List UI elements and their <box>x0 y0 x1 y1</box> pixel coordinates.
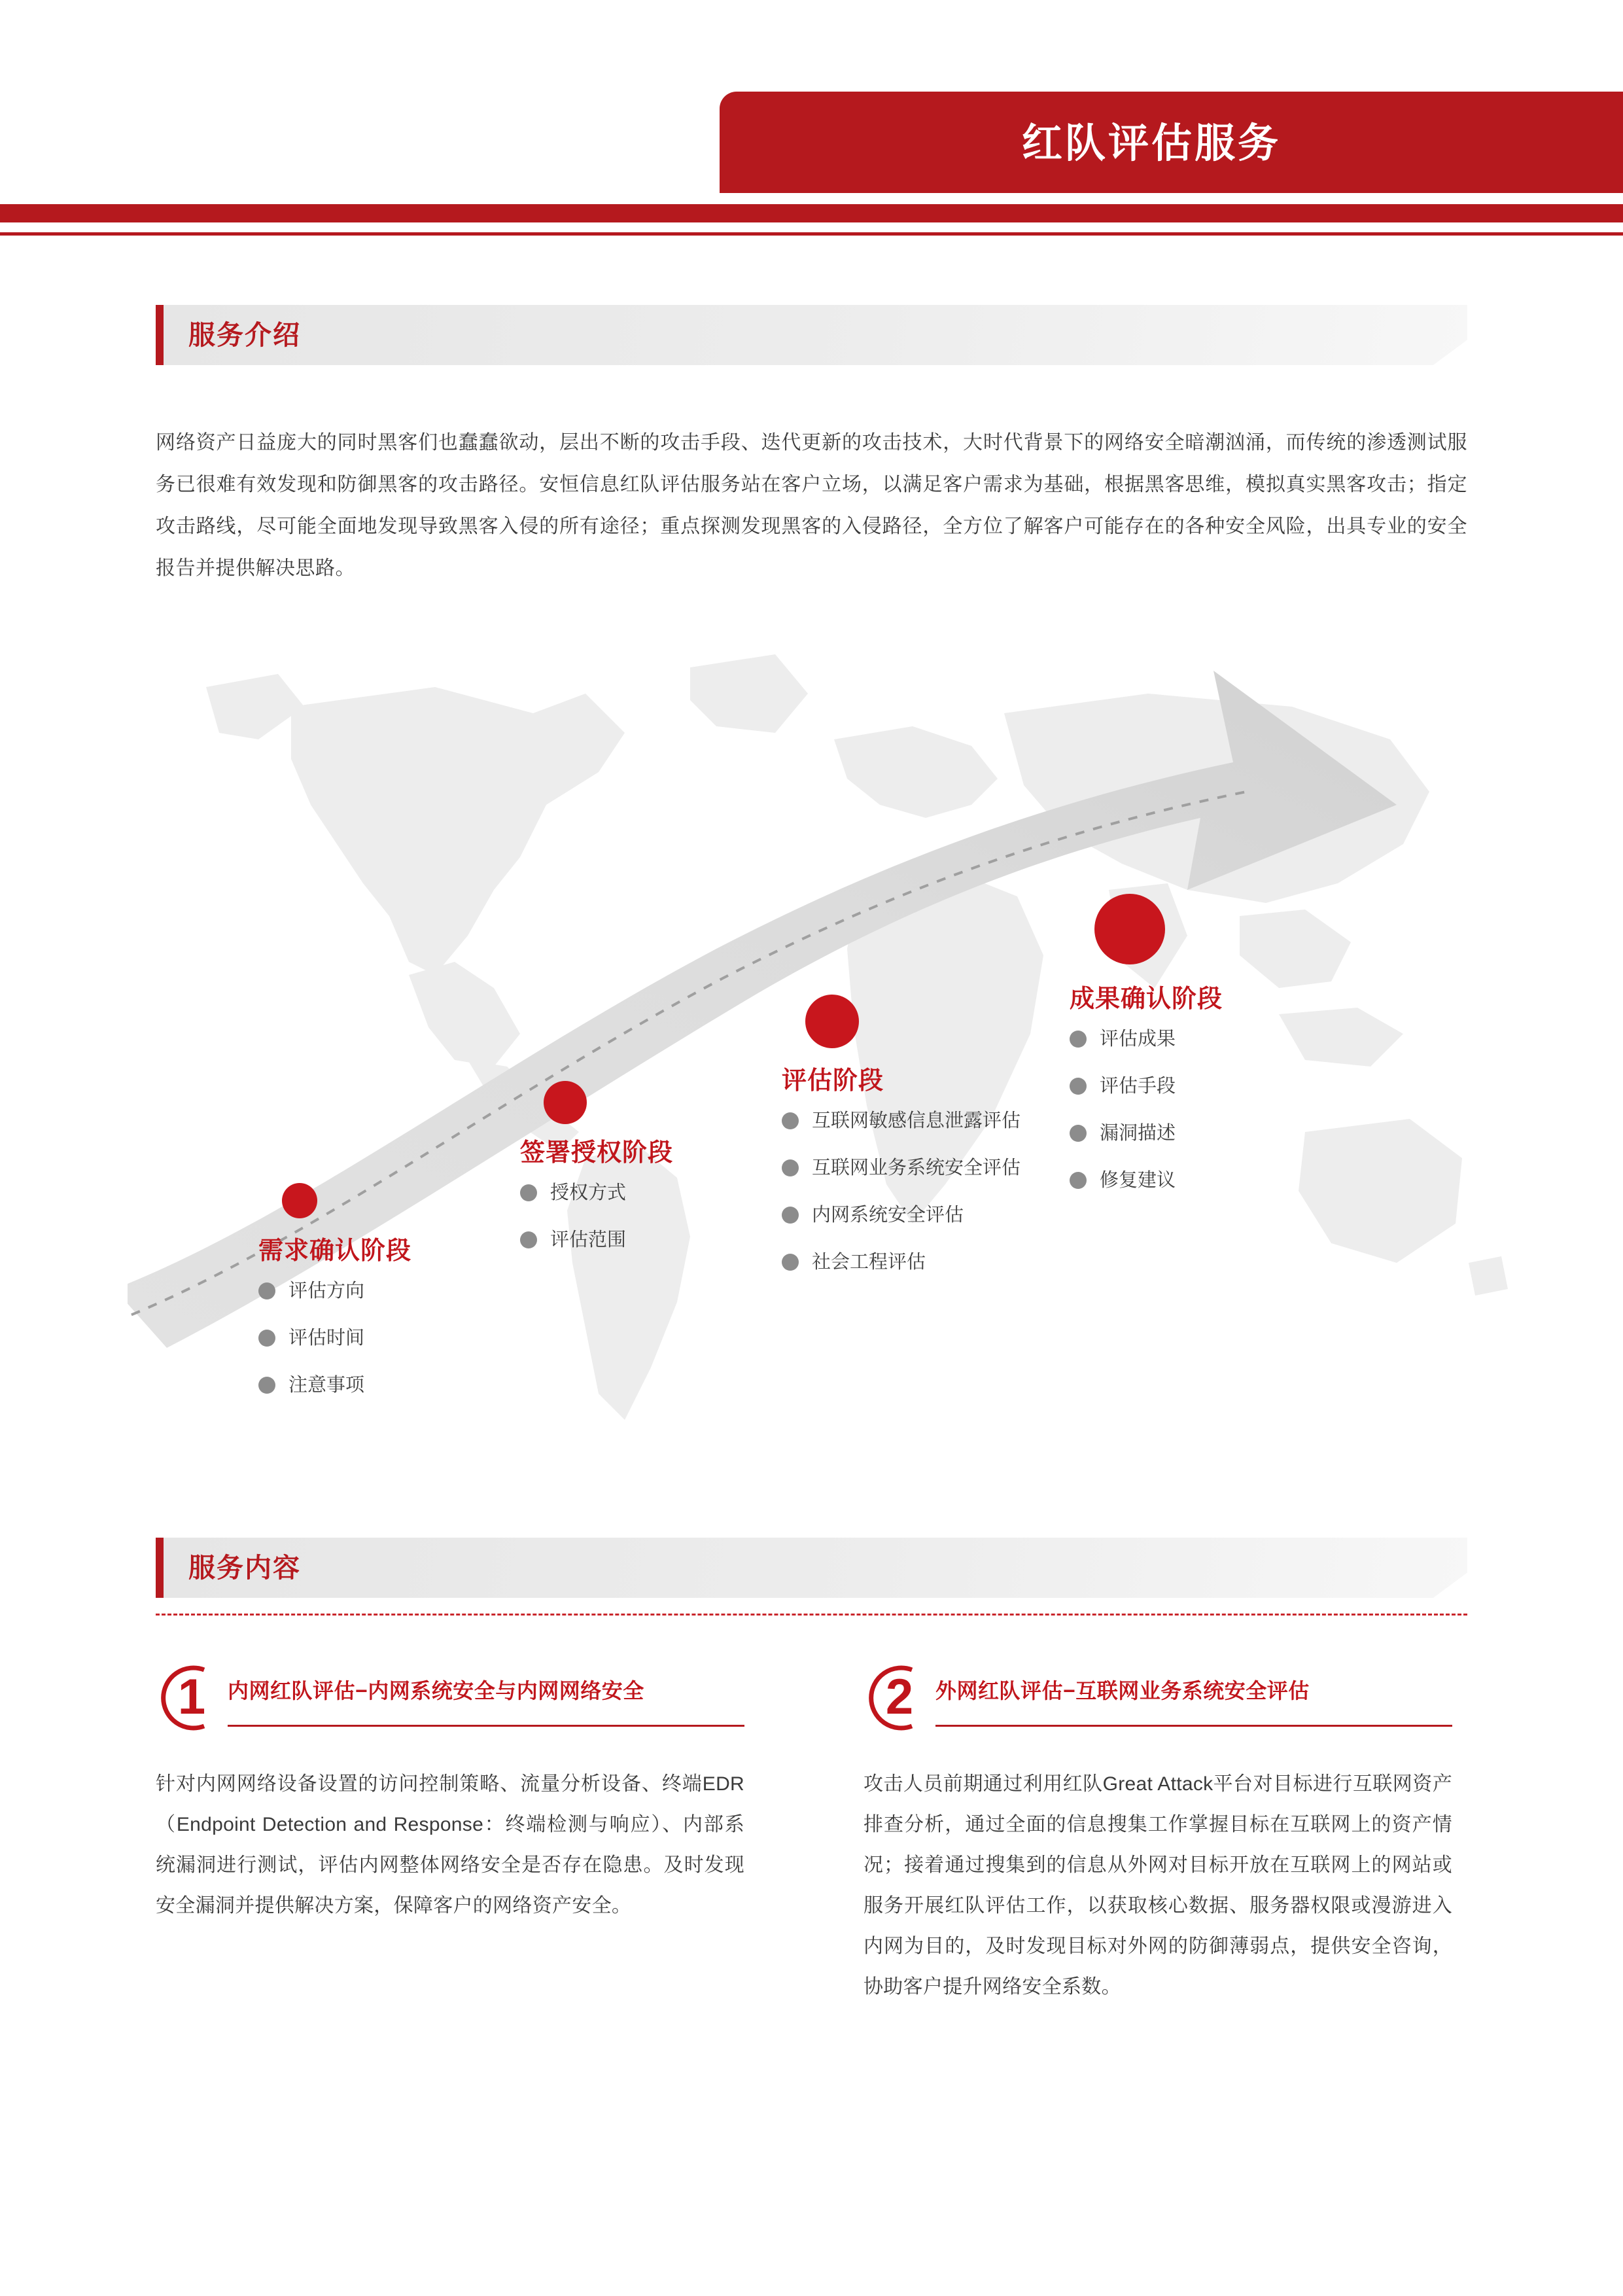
milestone-dot-3 <box>805 995 859 1048</box>
stage-item-list <box>258 1279 411 1397</box>
circle-arc-icon <box>864 1662 935 1734</box>
process-stage-4 <box>1070 978 1223 1216</box>
process-stage-1 <box>258 1230 411 1421</box>
list-item: 内网系统安全评估 <box>782 1203 1021 1227</box>
service-title-underline <box>228 1725 744 1727</box>
page-header <box>0 0 1623 242</box>
service-item-header <box>156 1662 744 1740</box>
service-number-label: 1 <box>177 1669 206 1725</box>
service-number <box>864 1662 935 1734</box>
service-item-header <box>864 1662 1452 1740</box>
header-divider-thin <box>0 232 1623 236</box>
service-number <box>156 1662 228 1734</box>
service-item-1 <box>156 1662 744 1946</box>
service-title: 内网红队评估−内网系统安全与内网网络安全 <box>228 1679 644 1703</box>
list-item: 评估范围 <box>520 1228 673 1252</box>
section-heading-accent <box>156 1538 164 1598</box>
service-body: 针对内网网络设备设置的访问控制策略、流量分析设备、终端EDR（Endpoint Detection and Response：终端检测与响应）、内部系统漏洞进行测试，评估内网整体网络安全是否存在隐患。及时发现安全漏洞并提供解决方案，保障客户的网络资产安全。 <box>156 1773 744 1916</box>
page-title: 红队评估服务 <box>1021 121 1281 166</box>
service-body: 攻击人员前期通过利用红队Great Attack平台对目标进行互联网资产排查分析，通过全面的信息搜集工作掌握目标在互联网上的资产情况；接着通过搜集到的信息从外网对目标开放在互联网上的网站或服务开展红队评估工作，以获取核心数据、服务器权限或漫游进入内网为目的，及时发现目标对外网的防御薄弱点，提供安全咨询，协助客户提升网络安全系数。 <box>864 1773 1452 1998</box>
service-number-label: 2 <box>885 1669 914 1725</box>
list-item: 注意事项 <box>258 1373 411 1397</box>
section-heading-label: 服务内容 <box>188 1553 301 1583</box>
milestone-dot-2 <box>544 1081 587 1124</box>
service-title-underline <box>935 1725 1452 1727</box>
milestone-dot-4 <box>1094 894 1165 964</box>
section-heading-label: 服务介绍 <box>188 320 301 350</box>
header-divider-thick <box>0 204 1623 222</box>
milestone-dot-1 <box>282 1183 317 1218</box>
stage-item-list <box>1070 1027 1223 1192</box>
service-item-2 <box>864 1662 1452 2027</box>
section-heading-background <box>156 1538 1467 1598</box>
intro-paragraph: 网络资产日益庞大的同时黑客们也蠢蠢欲动，层出不断的攻击手段、迭代更新的攻击技术，大时代背景下的网络安全暗潮汹涌，而传统的渗透测试服务已很难有效发现和防御黑客的攻击路径。安恒信息红队评估服务站在客户立场，以满足客户需求为基础，根据黑客思维，模拟真实黑客攻击；指定攻击路线，尽可能全面地发现导致黑客入侵的所有途径；重点探测发现黑客的入侵路径，全方位了解客户可能存在的各种安全风险，出具专业的安全报告并提供解决思路。 <box>156 432 1467 579</box>
section-heading-content <box>156 1538 1467 1598</box>
stage-title: 签署授权阶段 <box>520 1139 674 1167</box>
process-graphic <box>128 609 1508 1446</box>
service-title: 外网红队评估−互联网业务系统安全评估 <box>935 1679 1310 1703</box>
section-dashed-divider <box>156 1614 1467 1616</box>
stage-item-list <box>782 1109 1021 1274</box>
list-item: 社会工程评估 <box>782 1250 1021 1274</box>
list-item: 漏洞描述 <box>1070 1122 1223 1145</box>
list-item: 评估方向 <box>258 1279 411 1303</box>
process-stage-2 <box>520 1132 673 1275</box>
list-item: 授权方式 <box>520 1181 673 1205</box>
stage-title: 评估阶段 <box>782 1067 884 1095</box>
list-item: 互联网业务系统安全评估 <box>782 1156 1021 1180</box>
list-item: 评估成果 <box>1070 1027 1223 1051</box>
list-item: 互联网敏感信息泄露评估 <box>782 1109 1021 1133</box>
stage-title: 成果确认阶段 <box>1070 985 1223 1013</box>
section-heading-accent <box>156 305 164 365</box>
list-item: 评估手段 <box>1070 1074 1223 1098</box>
section-heading-background <box>156 305 1467 365</box>
section-heading-intro <box>156 305 1467 365</box>
stage-title: 需求确认阶段 <box>258 1237 412 1265</box>
list-item: 评估时间 <box>258 1326 411 1350</box>
circle-arc-icon <box>156 1662 228 1734</box>
process-stage-3 <box>782 1060 1021 1298</box>
list-item: 修复建议 <box>1070 1169 1223 1192</box>
stage-item-list <box>520 1181 673 1252</box>
